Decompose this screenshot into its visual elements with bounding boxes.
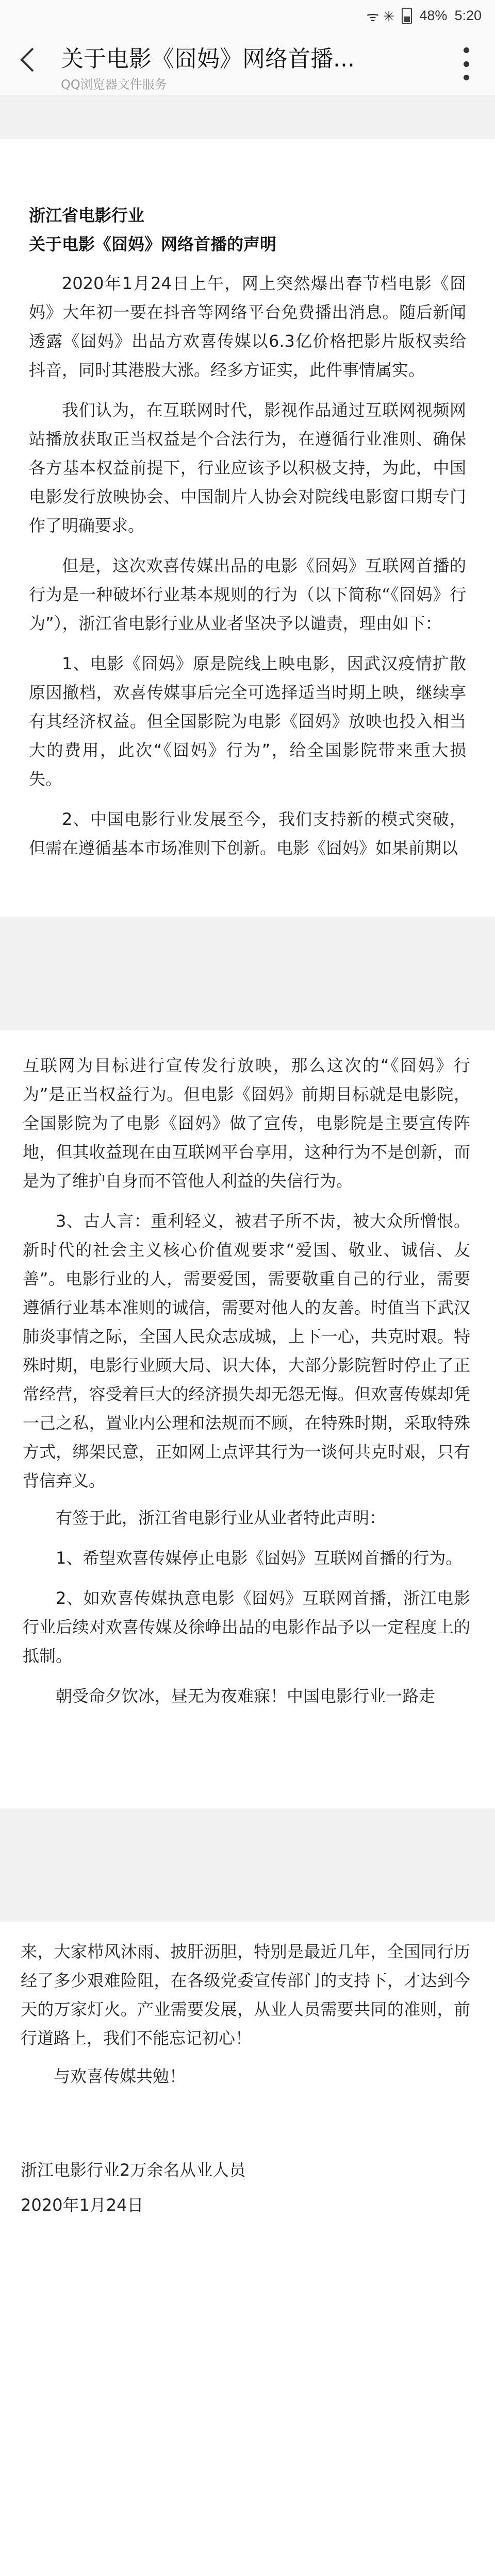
- doc-paragraph-10b: 来，大家栉风沐雨、披肝沥胆，特别是最近几年，全国同行历经了多少艰难险阻，在各级党委宣传部门的支持下，才达到今天的万家灯火。产业需要发展，从业人员需要共同的准则，前行道路上，我们不能忘记初心！: [21, 1942, 470, 2048]
- document-page-2: [0, 1030, 495, 1808]
- battery-percent: 48%: [419, 8, 448, 23]
- doc-paragraph-6: 3、古人言：重利轻义，被君子所不齿，被大众所憎恨。新时代的社会主义核心价值观要求“爱国、敬业、诚信、友善”。电影行业的人，需要爱国，需要敬重自己的行业，需要遵循行业基本准则的诚信，需要对他人的友善。时值当下武汉肺炎事情之际，全国人民众志成城，上下一心，共克时艰。特殊时期，电影行业顾大局、识大体，大部分影院暂时停止了正常经营，容受着巨大的经济损失却无怨无悔。但欢喜传媒却凭一己之私，置业内公理和法规而不顾，在特殊时期，采取特殊方式，绑架民意，正如网上点评其行为一谈何共克时艰，只有背信弃义。: [23, 1211, 470, 1490]
- doc-paragraph-7: 有签于此，浙江省电影行业从业者特此声明：: [56, 1508, 386, 1528]
- doc-paragraph-4: 1、电影《囧妈》原是院线上映电影，因武汉疫情扩散原因撤档，欢喜传媒事后完全可选择适当时期上映，继续享有其经济权益。但全国影院为电影《囧妈》放映也投入相当大的费用，此次“《囧妈》行为”，给全国影院带来重大损失。: [29, 654, 466, 789]
- doc-paragraph-2: 我们认为，在互联网时代，影视作品通过互联网视频网站播放获取正当权益是个合法行为，在遵循行业准则、确保各方基本权益前提下，行业应该予以积极支持，为此，中国电影发行放映协会、中国制片人协会对院线电影窗口期专门作了明确要求。: [29, 400, 466, 535]
- page-subtitle: QQ浏览器文件服务: [61, 77, 167, 92]
- page-title: 关于电影《囧妈》网络首播...: [61, 46, 355, 72]
- doc-paragraph-5b: 互联网为目标进行宣传发行放映，那么这次的“《囧妈》行为”是正当权益行为。但电影《囧妈》前期目标就是电影院，全国影院为了电影《囧妈》做了宣传，电影院是主要宣传阵地，但其收益现在由互联网平台享用，这种行为不是创新，而是为了维护自身而不管他人利益的失信行为。: [23, 1056, 470, 1191]
- more-menu-icon[interactable]: [461, 47, 471, 80]
- status-time: 5:20: [454, 8, 482, 23]
- signature-org: 浙江电影行业2万余名从业人员: [21, 2160, 246, 2180]
- status-right: [367, 6, 482, 25]
- signature-date: 2020年1月24日: [21, 2195, 144, 2215]
- title-bar: [0, 29, 495, 95]
- doc-paragraph-5a: 2、中国电影行业发展至今，我们支持新的模式突破，但需在遵循基本市场准则下创新。电影《囧妈》如果前期以: [29, 809, 466, 858]
- battery-icon: [402, 8, 412, 24]
- doc-paragraph-10a: 朝受命夕饮冰，昼无为夜难寐！中国电影行业一路走: [56, 1686, 436, 1706]
- doc-paragraph-3: 但是，这次欢喜传媒出品的电影《囧妈》互联网首播的行为是一种破坏行业基本规则的行为（以下简称“《囧妈》行为”），浙江省电影行业从业者坚决予以谴责，理由如下：: [29, 556, 466, 633]
- document-page-1: [0, 139, 495, 917]
- document-page-3: [0, 1922, 495, 2576]
- doc-heading-line1: 浙江省电影行业: [29, 206, 145, 225]
- doc-heading-line2: 关于电影《囧妈》网络首播的声明: [29, 234, 277, 254]
- doc-paragraph-11: 与欢喜传媒共勉！: [54, 2066, 186, 2086]
- doc-paragraph-8: 1、希望欢喜传媒停止电影《囧妈》互联网首播的行为。: [56, 1548, 463, 1568]
- back-arrow-icon[interactable]: [13, 44, 44, 75]
- signal-icons: ᯤ ✳: [366, 9, 395, 24]
- status-bar: [0, 0, 495, 29]
- doc-paragraph-9: 2、如欢喜传媒执意电影《囧妈》互联网首播，浙江电影行业后续对欢喜传媒及徐峥出品的电影作品予以一定程度上的抵制。: [23, 1588, 470, 1666]
- doc-paragraph-1: 2020年1月24日上午，网上突然爆出春节档电影《囧妈》大年初一要在抖音等网络平台免费播出消息。随后新闻透露《囧妈》出品方欢喜传媒以6.3亿价格把影片版权卖给抖音，同时其港股大涨。经多方证实，此件事情属实。: [29, 274, 466, 380]
